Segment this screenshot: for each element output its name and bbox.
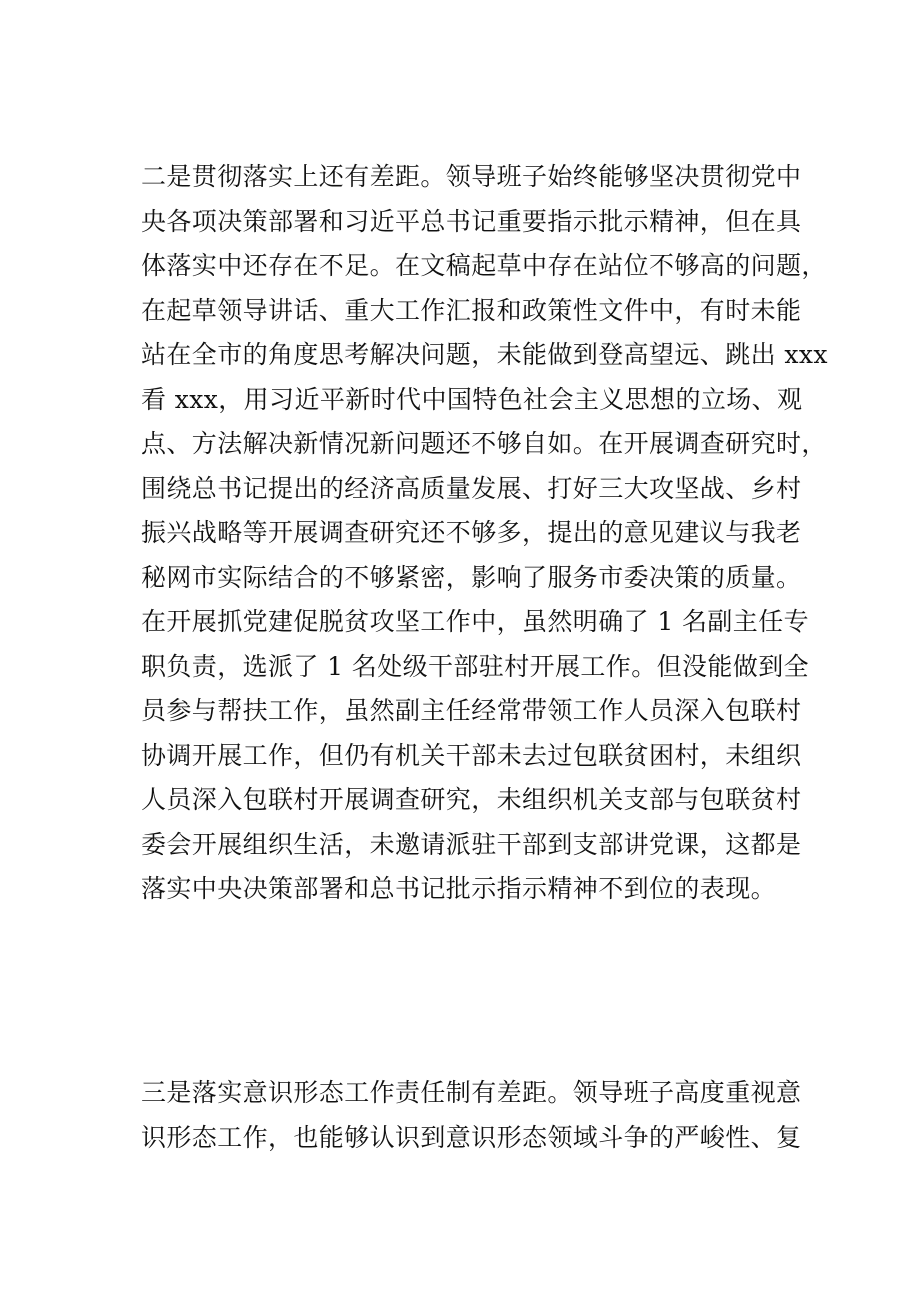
paragraph-implementation-gap: [141, 155, 828, 912]
paragraph-line: 体落实中还存在不足。在文稿起草中存在站位不够高的问题，: [141, 251, 827, 280]
paragraph-line: 员参与帮扶工作，虽然副主任经常带领工作人员深入包联村: [141, 696, 802, 725]
paragraph-ideology-responsibility: [141, 1071, 802, 1160]
paragraph-line: 秘网市实际结合的不够紧密，影响了服务市委决策的质量。: [141, 562, 802, 592]
paragraph-line: 在开展抓党建促脱贫攻坚工作中，虽然明确了 1 名副主任专: [141, 607, 810, 636]
paragraph-line: 振兴战略等开展调查研究还不够多，提出的意见建议与我老: [141, 518, 802, 547]
paragraph-line: 委会开展组织生活，未邀请派驻干部到支部讲党课，这都是: [141, 829, 802, 859]
paragraph-line: 站在全市的角度思考解决问题，未能做到登高望远、跳出 xxx: [141, 340, 828, 369]
paragraph-line: 二是贯彻落实上还有差距。领导班子始终能够坚决贯彻党中: [141, 162, 802, 191]
paragraph-line: 在起草领导讲话、重大工作汇报和政策性文件中，有时未能: [141, 295, 802, 325]
paragraph-line: 识形态工作，也能够认识到意识形态领域斗争的严峻性、复: [141, 1122, 802, 1152]
paragraph-line: 围绕总书记提出的经济高质量发展、打好三大攻坚战、乡村: [141, 473, 802, 503]
paragraph-line: 央各项决策部署和习近平总书记重要指示批示精神，但在具: [141, 206, 802, 236]
paragraph-line: 人员深入包联村开展调查研究，未组织机关支部与包联贫村: [141, 785, 802, 814]
paragraph-line: 点、方法解决新情况新问题还不够自如。在开展调查研究时，: [141, 429, 827, 458]
paragraph-line: 协调开展工作，但仍有机关干部未去过包联贫困村，未组织: [141, 740, 802, 770]
paragraph-line: 职负责，选派了 1 名处级干部驻村开展工作。但没能做到全: [141, 651, 810, 681]
paragraph-line: 看 xxx，用习近平新时代中国特色社会主义思想的立场、观: [141, 384, 803, 414]
paragraph-line: 三是落实意识形态工作责任制有差距。领导班子高度重视意: [141, 1078, 802, 1107]
paragraph-line: 落实中央决策部署和总书记批示指示精神不到位的表现。: [141, 874, 777, 903]
